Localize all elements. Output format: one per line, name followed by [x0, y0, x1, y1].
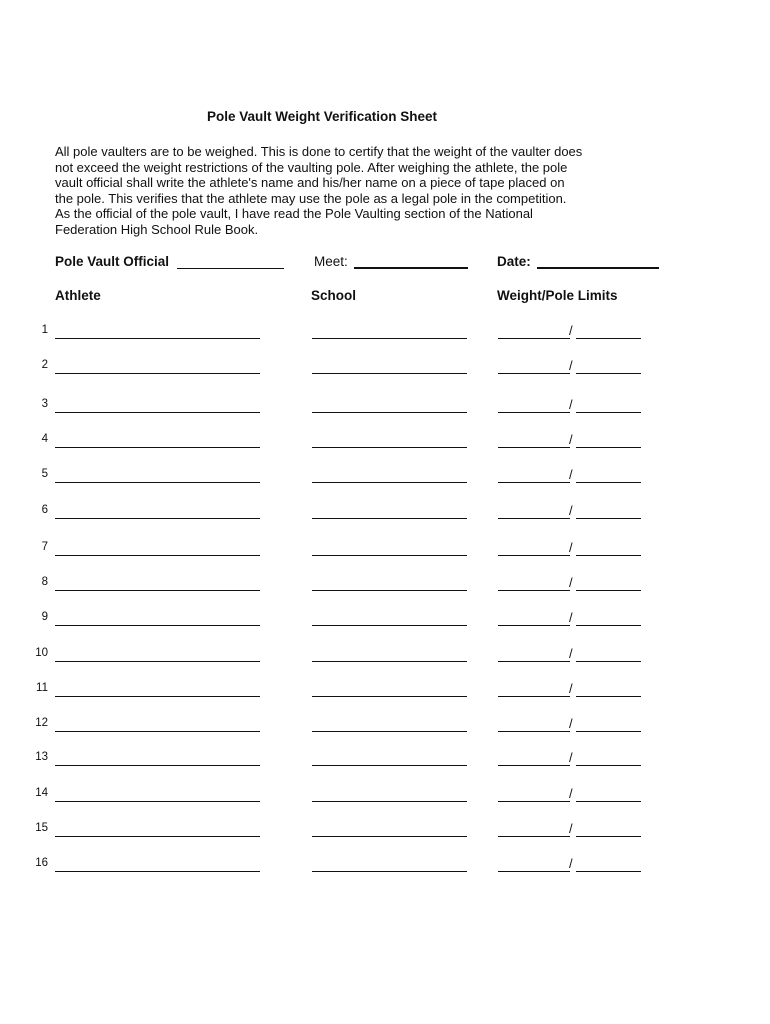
weight-pole-separator: / — [569, 856, 573, 871]
pole-limit-input-line[interactable] — [576, 447, 641, 448]
row-number: 8 — [41, 576, 48, 588]
row-number: 13 — [35, 751, 48, 763]
pole-limit-input-line[interactable] — [576, 338, 641, 339]
weight-pole-separator: / — [569, 467, 573, 482]
official-input-line[interactable] — [177, 255, 284, 269]
row-number: 4 — [41, 433, 48, 445]
pole-limit-input-line[interactable] — [576, 482, 641, 483]
athlete-input-line[interactable] — [55, 338, 260, 339]
weight-input-line[interactable] — [498, 731, 570, 732]
school-input-line[interactable] — [312, 661, 467, 662]
weight-input-line[interactable] — [498, 696, 570, 697]
athlete-input-line[interactable] — [55, 412, 260, 413]
weight-input-line[interactable] — [498, 555, 570, 556]
official-field — [55, 254, 284, 269]
athlete-input-line[interactable] — [55, 765, 260, 766]
table-row — [0, 396, 770, 416]
row-number: 2 — [41, 359, 48, 371]
date-field — [497, 254, 659, 269]
athlete-input-line[interactable] — [55, 731, 260, 732]
weight-input-line[interactable] — [498, 338, 570, 339]
weight-input-line[interactable] — [498, 482, 570, 483]
athlete-input-line[interactable] — [55, 373, 260, 374]
row-number: 15 — [35, 822, 48, 834]
weight-pole-separator: / — [569, 646, 573, 661]
school-input-line[interactable] — [312, 731, 467, 732]
school-input-line[interactable] — [312, 590, 467, 591]
school-input-line[interactable] — [312, 625, 467, 626]
intro-line: not exceed the weight restrictions of the vaulting pole. After weighing the athlete, the pole — [55, 159, 568, 175]
row-number: 7 — [41, 541, 48, 553]
row-number: 1 — [41, 324, 48, 336]
table-row — [0, 855, 770, 875]
row-number: 16 — [35, 857, 48, 869]
weight-pole-separator: / — [569, 397, 573, 412]
weight-pole-separator: / — [569, 786, 573, 801]
athlete-input-line[interactable] — [55, 696, 260, 697]
row-number: 14 — [35, 787, 48, 799]
intro-line: the pole. This verifies that the athlete may use the pole as a legal pole in the competition. — [55, 190, 567, 206]
weight-pole-separator: / — [569, 610, 573, 625]
weight-input-line[interactable] — [498, 625, 570, 626]
school-input-line[interactable] — [312, 373, 467, 374]
school-input-line[interactable] — [312, 518, 467, 519]
weight-input-line[interactable] — [498, 447, 570, 448]
table-row — [0, 574, 770, 594]
school-input-line[interactable] — [312, 696, 467, 697]
weight-input-line[interactable] — [498, 836, 570, 837]
pole-limit-input-line[interactable] — [576, 412, 641, 413]
table-row — [0, 749, 770, 769]
school-input-line[interactable] — [312, 412, 467, 413]
weight-pole-column-header: Weight/Pole Limits — [497, 288, 618, 303]
row-number: 3 — [41, 398, 48, 410]
pole-limit-input-line[interactable] — [576, 661, 641, 662]
date-label: Date: — [497, 254, 531, 269]
row-number: 5 — [41, 468, 48, 480]
weight-input-line[interactable] — [498, 412, 570, 413]
athlete-input-line[interactable] — [55, 590, 260, 591]
row-number: 6 — [41, 504, 48, 516]
meet-label: Meet: — [314, 254, 348, 269]
school-input-line[interactable] — [312, 338, 467, 339]
athlete-input-line[interactable] — [55, 518, 260, 519]
weight-input-line[interactable] — [498, 373, 570, 374]
row-number: 12 — [35, 717, 48, 729]
weight-pole-separator: / — [569, 681, 573, 696]
table-row — [0, 466, 770, 486]
table-row — [0, 539, 770, 559]
table-row — [0, 357, 770, 377]
weight-pole-separator: / — [569, 432, 573, 447]
intro-line: All pole vaulters are to be weighed. This is done to certify that the weight of the vaulter does — [55, 144, 583, 159]
weight-input-line[interactable] — [498, 590, 570, 591]
pole-limit-input-line[interactable] — [576, 801, 641, 802]
athlete-input-line[interactable] — [55, 555, 260, 556]
athlete-input-line[interactable] — [55, 447, 260, 448]
weight-pole-separator: / — [569, 323, 573, 338]
athlete-input-line[interactable] — [55, 801, 260, 802]
intro-line: vault official shall write the athlete's name and his/her name on a piece of tape placed on — [55, 175, 565, 190]
row-number: 11 — [36, 682, 48, 694]
intro-line: As the official of the pole vault, I have read the Pole Vaulting section of the National — [55, 206, 533, 221]
table-row — [0, 502, 770, 522]
athlete-input-line[interactable] — [55, 661, 260, 662]
page-title: Pole Vault Weight Verification Sheet — [206, 109, 438, 124]
weight-pole-separator: / — [569, 503, 573, 518]
pole-limit-input-line[interactable] — [576, 555, 641, 556]
weight-input-line[interactable] — [498, 518, 570, 519]
school-input-line[interactable] — [312, 765, 467, 766]
table-row — [0, 431, 770, 451]
pole-limit-input-line[interactable] — [576, 696, 641, 697]
table-row — [0, 322, 770, 342]
pole-limit-input-line[interactable] — [576, 836, 641, 837]
athlete-input-line[interactable] — [55, 836, 260, 837]
pole-limit-input-line[interactable] — [576, 871, 641, 872]
intro-paragraph — [55, 144, 665, 237]
athlete-input-line[interactable] — [55, 871, 260, 872]
weight-input-line[interactable] — [498, 801, 570, 802]
table-row — [0, 715, 770, 735]
weight-pole-separator: / — [569, 821, 573, 836]
table-row — [0, 680, 770, 700]
pole-limit-input-line[interactable] — [576, 373, 641, 374]
table-row — [0, 645, 770, 665]
date-input-line[interactable] — [537, 254, 659, 269]
school-column-header: School — [311, 288, 357, 303]
pole-limit-input-line[interactable] — [576, 731, 641, 732]
meet-input-line[interactable] — [354, 254, 468, 269]
athlete-column-header: Athlete — [55, 288, 101, 303]
school-input-line[interactable] — [312, 836, 467, 837]
official-label: Pole Vault Official — [55, 254, 170, 269]
athlete-input-line[interactable] — [55, 625, 260, 626]
athlete-input-line[interactable] — [55, 482, 260, 483]
pole-limit-input-line[interactable] — [576, 590, 641, 591]
intro-line: Federation High School Rule Book. — [55, 221, 259, 237]
school-input-line[interactable] — [312, 555, 467, 556]
school-input-line[interactable] — [312, 801, 467, 802]
table-row — [0, 609, 770, 629]
weight-pole-separator: / — [569, 716, 573, 731]
meet-field — [314, 254, 468, 269]
weight-pole-separator: / — [569, 575, 573, 590]
table-row — [0, 820, 770, 840]
weight-pole-separator: / — [569, 358, 573, 373]
table-row — [0, 785, 770, 805]
school-input-line[interactable] — [312, 482, 467, 483]
pole-limit-input-line[interactable] — [576, 765, 641, 766]
weight-input-line[interactable] — [498, 661, 570, 662]
row-number: 9 — [41, 611, 48, 623]
school-input-line[interactable] — [312, 447, 467, 448]
weight-input-line[interactable] — [498, 765, 570, 766]
weight-input-line[interactable] — [498, 871, 570, 872]
school-input-line[interactable] — [312, 871, 467, 872]
weight-pole-separator: / — [569, 540, 573, 555]
row-number: 10 — [35, 647, 48, 659]
pole-limit-input-line[interactable] — [576, 625, 641, 626]
weight-pole-separator: / — [569, 750, 573, 765]
pole-limit-input-line[interactable] — [576, 518, 641, 519]
